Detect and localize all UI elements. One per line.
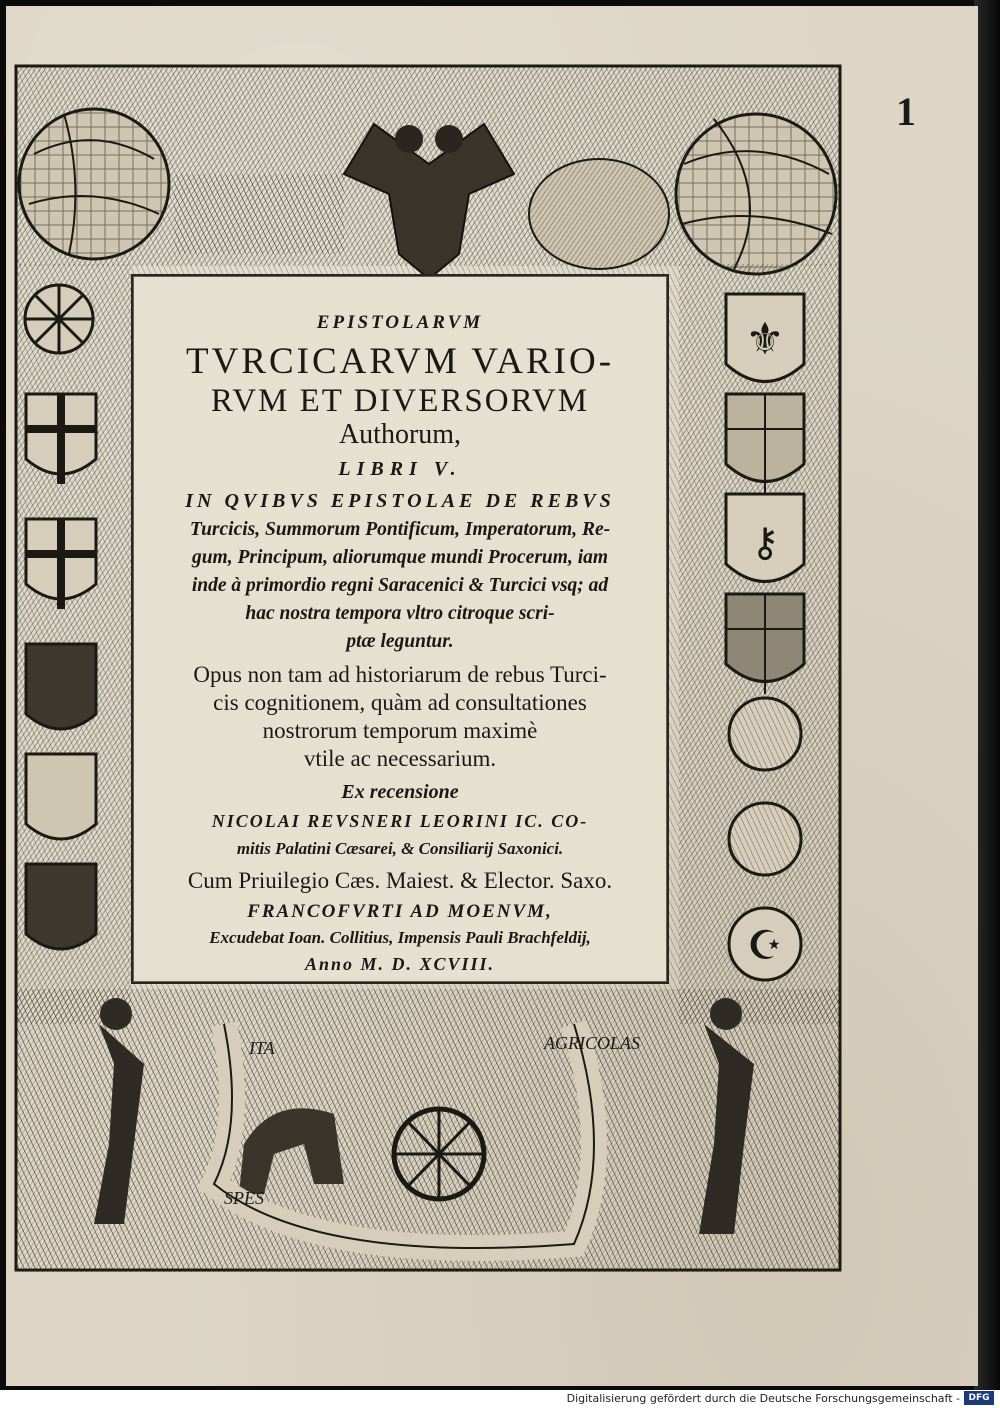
right-globe-illustration (676, 114, 836, 274)
banner-text-left: ITA (249, 1038, 275, 1058)
text-line-turcicis: Turcicis, Summorum Pontificum, Imperatorum, Re- (189, 519, 611, 540)
right-shield-column (679, 264, 839, 1024)
left-globe-illustration (19, 109, 169, 259)
text-line-ex-recensione: Ex recensione (341, 781, 459, 803)
dfg-logo: DFG (964, 1391, 994, 1405)
banner-text-right: AGRICOLAS (544, 1033, 640, 1053)
author-line: NICOLAI REVSNERI LEORINI IC. CO- (211, 811, 589, 831)
privilege-line: Cum Priuilegio Cæs. Maiest. & Elector. Saxo. (187, 868, 613, 893)
left-shield-column (16, 264, 131, 1024)
title-text-panel (131, 274, 669, 984)
footer-credit: Digitalisierung gefördert durch die Deutsche Forschungsgemeinschaft - (566, 1392, 960, 1405)
svg-text:⚜: ⚜ (745, 314, 785, 365)
title-line-authorum: Authorum, (338, 419, 462, 450)
imprint-printer: Excudebat Ioan. Collitius, Impensis Pauli Brachfeldij, (209, 928, 591, 947)
svg-text:⚷: ⚷ (750, 520, 780, 566)
imprint-year: Anno M. D. XCVIII. (304, 954, 496, 974)
text-line-leguntur: ptæ leguntur. (346, 631, 454, 652)
text-line-hac-nostra: hac nostra tempora vltro citroque scri- (245, 603, 555, 624)
imprint-place: FRANCOFVRTI AD MOENVM, (247, 901, 553, 922)
title-line-libri: LIBRI V. (338, 458, 462, 480)
text-line-nostrorum: nostrorum temporum maximè (262, 718, 538, 743)
text-line-gum: gum, Principum, aliorumque mundi Procerum, iam (191, 547, 609, 568)
author-title-line: mitis Palatini Cæsarei, & Consiliarij Saxonici. (236, 839, 564, 858)
svg-text:☪: ☪ (747, 923, 783, 969)
banner-text-bottom: SPES (224, 1188, 264, 1208)
bottom-agricultural-scene (16, 989, 840, 1272)
battle-scene-right (529, 159, 669, 269)
title-line-epistolarum: EPISTOLARVM (316, 312, 484, 333)
text-line-vtile: vtile ac necessarium. (303, 746, 497, 771)
text-line-inde: inde à primordio regni Saracenici & Turcici vsq; ad (191, 575, 609, 596)
page-number: 1 (896, 89, 916, 134)
text-line-cognitionem: cis cognitionem, quàm ad consultationes (213, 690, 587, 715)
title-line-diversorum: RVM ET DIVERSORVM (210, 383, 590, 419)
book-page (6, 6, 978, 1386)
title-line-in-quibus: IN QVIBVS EPISTOLAE DE REBVS (185, 490, 615, 512)
title-line-turcicarum: TVRCICARVM VARIO- (185, 341, 615, 382)
battle-scene-left (174, 174, 344, 254)
text-line-opus: Opus non tam ad historiarum de rebus Turci- (193, 662, 607, 687)
